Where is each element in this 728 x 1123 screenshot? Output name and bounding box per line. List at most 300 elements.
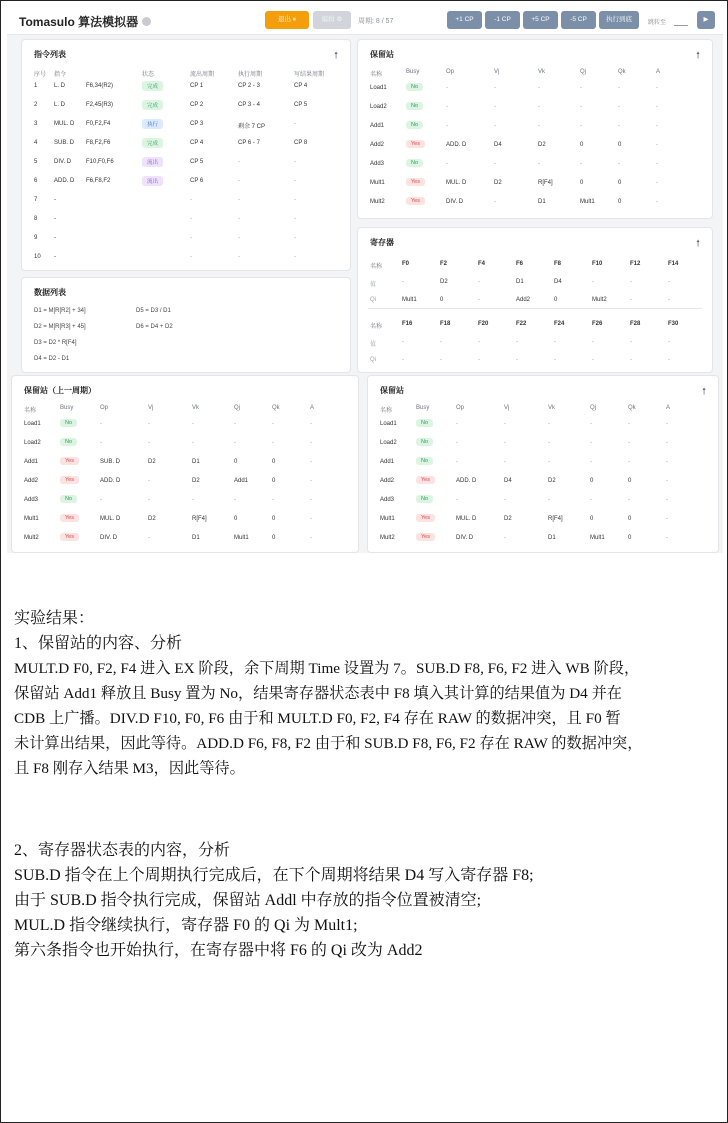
table-cell: - <box>580 123 582 129</box>
table-row <box>358 82 712 96</box>
table-cell: - <box>100 421 102 427</box>
table-cell: D2 <box>548 478 556 484</box>
table-cell: - <box>504 497 506 503</box>
column-header: Busy <box>406 69 420 75</box>
data-item: D3 = D2 * R[F4] <box>34 340 77 346</box>
register-row-qi <box>358 354 712 368</box>
jump-input[interactable] <box>674 25 688 26</box>
table-row <box>358 101 712 115</box>
table-cell: - <box>192 421 194 427</box>
collapse-icon[interactable]: 🠕 <box>696 238 700 248</box>
table-cell: D1 <box>192 535 200 541</box>
table-cell: 3 <box>34 121 38 127</box>
status-badge: 完成 <box>142 81 163 91</box>
table-cell: D2 <box>148 516 156 522</box>
table-cell: CP 5 <box>294 102 308 108</box>
register-row-qi <box>358 294 712 308</box>
column-header: 指令 <box>54 72 67 78</box>
table-cell: 0 <box>234 516 238 522</box>
table-cell: Add1 <box>380 459 395 465</box>
table-cell: D4 <box>504 478 512 484</box>
table-row <box>22 80 350 94</box>
table-cell: - <box>310 459 312 465</box>
table-cell: DIV. D <box>100 535 118 541</box>
column-header: Vk <box>548 405 556 411</box>
table-cell: - <box>234 440 236 446</box>
register-cell: - <box>440 357 442 363</box>
table-cell: ADD. D <box>446 142 467 148</box>
register-cell: F6 <box>516 261 524 267</box>
register-cell: - <box>402 339 404 345</box>
table-cell: 0 <box>580 180 584 186</box>
table-cell: 6 <box>34 178 38 184</box>
table-cell: - <box>294 197 296 203</box>
step-forward-5-button[interactable]: +5 CP <box>523 11 558 29</box>
table-row <box>22 194 350 208</box>
busy-badge: No <box>416 419 433 427</box>
table-cell: Add3 <box>370 161 385 167</box>
table-cell: CP 4 <box>294 83 308 89</box>
table-cell: - <box>590 421 592 427</box>
table-cell: 0 <box>272 478 276 484</box>
busy-badge: No <box>406 159 423 167</box>
column-header: 名称 <box>370 72 383 78</box>
busy-badge: Yes <box>60 476 79 484</box>
column-header: Qk <box>628 405 636 411</box>
table-cell: - <box>494 123 496 129</box>
register-cell: - <box>516 339 518 345</box>
step-back-5-button[interactable]: -5 CP <box>561 11 596 29</box>
table-cell: - <box>656 180 658 186</box>
busy-badge: Yes <box>416 533 435 541</box>
register-cell: F18 <box>440 321 451 327</box>
table-cell: MUL. D <box>100 516 121 522</box>
table-cell: - <box>234 421 236 427</box>
collapse-icon[interactable]: 🠕 <box>334 50 338 60</box>
table-cell: Mult1 <box>370 180 385 186</box>
table-cell: - <box>100 497 102 503</box>
busy-badge: Yes <box>60 514 79 522</box>
table-cell: MUL. D <box>446 180 467 186</box>
register-cell: - <box>554 357 556 363</box>
rs-bottom-right-title: 保留站 <box>380 386 404 395</box>
table-row <box>368 475 718 489</box>
register-cell: F20 <box>478 321 489 327</box>
table-row <box>22 118 350 132</box>
busy-badge: No <box>416 457 433 465</box>
column-header: Qk <box>272 405 280 411</box>
table-cell: - <box>192 497 194 503</box>
table-cell: Add3 <box>24 497 39 503</box>
report-paragraph-line: CDB 上广播。DIV.D F10, F0, F6 由于和 MULT.D F0, F2, F4 存在 RAW 的数据冲突，且 F0 暂 <box>14 710 621 727</box>
table-cell: - <box>456 497 458 503</box>
collapse-icon[interactable]: 🠕 <box>696 50 700 60</box>
table-cell: - <box>656 199 658 205</box>
table-cell: - <box>666 459 668 465</box>
table-cell: - <box>238 197 240 203</box>
table-cell: D4 <box>494 142 502 148</box>
table-cell: - <box>190 197 192 203</box>
column-header: Vj <box>494 69 500 75</box>
table-cell: - <box>538 85 540 91</box>
table-cell: - <box>310 478 312 484</box>
register-panel <box>357 227 713 373</box>
rs-previous-title: 保留站（上一周期） <box>24 386 96 395</box>
register-cell: F8 <box>554 261 562 267</box>
table-cell: 0 <box>618 180 622 186</box>
busy-badge: Yes <box>406 197 425 205</box>
register-cell: - <box>592 357 594 363</box>
report-heading: 实验结果： <box>14 610 95 627</box>
register-title: 寄存器 <box>370 238 394 247</box>
table-cell: - <box>148 478 150 484</box>
table-cell: - <box>548 440 550 446</box>
table-cell: - <box>494 161 496 167</box>
register-row-label: 值 <box>370 282 377 288</box>
table-row <box>358 158 712 172</box>
column-header: A <box>656 69 661 75</box>
table-cell: MUL. D <box>54 121 75 127</box>
jump-label: 跳转至 <box>648 20 667 26</box>
register-divider <box>368 308 702 309</box>
table-cell: - <box>590 440 592 446</box>
table-cell: - <box>590 497 592 503</box>
table-cell: Mult2 <box>370 199 385 205</box>
table-cell: 0 <box>272 516 276 522</box>
table-cell: - <box>294 159 296 165</box>
register-cell: - <box>592 279 594 285</box>
column-header: Qj <box>590 405 596 411</box>
table-row <box>12 475 358 489</box>
data-list-title: 数据列表 <box>34 288 66 297</box>
register-cell: - <box>592 339 594 345</box>
table-cell: Mult2 <box>24 535 39 541</box>
table-cell: - <box>548 497 550 503</box>
edit-button[interactable]: 编辑 ⚙ <box>313 11 351 29</box>
busy-badge: No <box>416 495 433 503</box>
table-cell: R[F4] <box>538 180 553 186</box>
table-cell: CP 6 - 7 <box>238 140 260 146</box>
table-cell: DIV. D <box>456 535 474 541</box>
table-cell: D2 <box>148 459 156 465</box>
busy-badge: Yes <box>60 533 79 541</box>
table-cell: - <box>446 161 448 167</box>
table-cell: L. D <box>54 83 66 89</box>
table-cell: - <box>666 535 668 541</box>
register-row-label: 名称 <box>370 324 383 330</box>
collapse-icon[interactable]: 🠕 <box>702 386 706 396</box>
column-header: 执行周期 <box>238 72 263 78</box>
register-cell: F14 <box>668 261 679 267</box>
column-header: Vj <box>504 405 510 411</box>
table-cell: CP 6 <box>190 178 204 184</box>
table-cell: - <box>192 440 194 446</box>
table-cell: Load1 <box>380 421 397 427</box>
column-header: A <box>666 405 671 411</box>
table-cell: Load2 <box>380 440 397 446</box>
table-row <box>22 137 350 151</box>
register-cell: 0 <box>440 297 444 303</box>
report-paragraph-line: 由于 SUB.D 指令执行完成，保留站 Addl 中存放的指令位置被清空; <box>14 892 482 909</box>
table-cell: 0 <box>590 478 594 484</box>
table-cell: 2 <box>34 102 38 108</box>
table-cell: L. D <box>54 102 66 108</box>
table-cell: - <box>666 440 668 446</box>
column-header: Qj <box>234 405 240 411</box>
column-header: Op <box>446 69 455 75</box>
register-row-label: 名称 <box>370 264 383 270</box>
table-cell: - <box>656 161 658 167</box>
table-cell: 7 <box>34 197 38 203</box>
table-cell: 0 <box>272 535 276 541</box>
table-row <box>22 251 350 265</box>
register-cell: F16 <box>402 321 413 327</box>
step-back-1-button[interactable]: -1 CP <box>485 11 520 29</box>
report-section-title: 2、寄存器状态表的内容，分析 <box>14 842 231 859</box>
table-cell: Add2 <box>380 478 395 484</box>
table-row <box>12 532 358 546</box>
table-cell: - <box>504 535 506 541</box>
busy-badge: No <box>60 495 77 503</box>
table-cell: 1 <box>34 83 38 89</box>
register-cell: - <box>668 339 670 345</box>
data-item: D2 = M[R[R3] + 45] <box>34 324 86 330</box>
table-cell: - <box>148 497 150 503</box>
table-cell: - <box>54 216 56 222</box>
table-cell: DIV. D <box>54 159 72 165</box>
table-row <box>368 494 718 508</box>
column-header: Qk <box>618 69 626 75</box>
data-item: D5 = D3 / D1 <box>136 308 171 314</box>
table-cell: Add1 <box>24 459 39 465</box>
table-cell: - <box>504 459 506 465</box>
table-cell: Mult2 <box>380 535 395 541</box>
status-badge: 完成 <box>142 100 163 110</box>
column-header: Busy <box>60 405 74 411</box>
table-row <box>22 156 350 170</box>
register-cell: F30 <box>668 321 679 327</box>
cycle-indicator: 周期: 8 / 57 <box>358 18 394 25</box>
register-cell: Mult2 <box>592 297 607 303</box>
busy-badge: Yes <box>406 140 425 148</box>
table-cell: - <box>618 161 620 167</box>
table-cell: - <box>504 440 506 446</box>
status-badge: 流出 <box>142 176 163 186</box>
table-cell: - <box>234 497 236 503</box>
register-cell: - <box>630 339 632 345</box>
table-cell: - <box>446 104 448 110</box>
register-cell: 0 <box>554 297 558 303</box>
table-cell: - <box>656 104 658 110</box>
table-cell: Load1 <box>370 85 387 91</box>
table-row <box>12 437 358 451</box>
table-cell: 4 <box>34 140 38 146</box>
report-paragraph-line: SUB.D 指令在上个周期执行完成后，在下个周期将结果 D4 写入寄存器 F8; <box>14 867 534 884</box>
report-section-title: 1、保留站的内容、分析 <box>14 635 183 652</box>
busy-badge: No <box>406 102 423 110</box>
table-cell: CP 1 <box>190 83 204 89</box>
table-cell: ADD. D <box>100 478 121 484</box>
register-row-label: Qi <box>370 297 376 303</box>
table-cell: - <box>310 535 312 541</box>
table-cell: - <box>580 161 582 167</box>
table-cell: - <box>238 216 240 222</box>
table-cell: - <box>548 459 550 465</box>
rs-header-row <box>358 66 712 80</box>
table-cell: - <box>54 235 56 241</box>
data-item: D4 = D2 - D1 <box>34 356 70 362</box>
column-header: Vk <box>538 69 546 75</box>
column-header: 名称 <box>24 408 37 414</box>
table-cell: - <box>148 535 150 541</box>
report-paragraph-line: MULT.D F0, F2, F4 进入 EX 阶段，余下周期 Time 设置为 7。SUB.D F8, F6, F2 进入 WB 阶段， <box>14 660 640 677</box>
app-title-text: Tomasulo 算法模拟器 <box>19 15 139 29</box>
table-cell: Mult1 <box>590 535 605 541</box>
register-row-label: Qi <box>370 357 376 363</box>
table-cell: CP 2 <box>190 102 204 108</box>
column-header: Op <box>100 405 109 411</box>
table-cell: - <box>310 440 312 446</box>
register-cell: - <box>630 297 632 303</box>
instruction-header-row <box>22 66 350 80</box>
table-cell: MUL. D <box>456 516 477 522</box>
report-paragraph-line: 未计算出结果，因此等待。ADD.D F6, F8, F2 由于和 SUB.D F8, F6, F2 存在 RAW 的数据冲突， <box>14 735 643 752</box>
report-paragraph-line: 且 F8 刚存入结果 M3，因此等待。 <box>14 760 245 777</box>
table-cell: - <box>538 104 540 110</box>
table-cell: - <box>628 459 630 465</box>
busy-badge: Yes <box>416 476 435 484</box>
busy-badge: No <box>60 419 77 427</box>
table-cell: 0 <box>590 516 594 522</box>
table-cell: - <box>54 197 56 203</box>
table-cell: - <box>580 85 582 91</box>
column-header: 名称 <box>380 408 393 414</box>
busy-badge: Yes <box>60 457 79 465</box>
table-cell: 0 <box>618 142 622 148</box>
report-paragraph-line: 保留站 Add1 释放且 Busy 置为 No，结果寄存器状态表中 F8 填入其计算的结果值为 D4 并在 <box>14 685 622 702</box>
table-cell: Add2 <box>370 142 385 148</box>
register-cell: - <box>402 357 404 363</box>
table-cell: - <box>618 123 620 129</box>
table-cell: - <box>190 254 192 260</box>
table-row <box>368 513 718 527</box>
table-cell: Load1 <box>24 421 41 427</box>
table-cell: - <box>656 85 658 91</box>
data-list-panel <box>21 277 351 373</box>
table-cell: - <box>666 421 668 427</box>
table-cell: Load2 <box>370 104 387 110</box>
table-cell: - <box>590 459 592 465</box>
status-badge: 流出 <box>142 157 163 167</box>
register-cell: F0 <box>402 261 410 267</box>
register-cell: - <box>402 279 404 285</box>
table-cell: - <box>456 459 458 465</box>
table-cell: F6,F8,F2 <box>86 178 111 184</box>
rs-current-title: 保留站 <box>370 50 394 59</box>
table-row <box>12 513 358 527</box>
register-cell: - <box>630 357 632 363</box>
table-cell: - <box>310 421 312 427</box>
table-cell: 5 <box>34 159 38 165</box>
table-row <box>358 139 712 153</box>
table-cell: 0 <box>628 478 632 484</box>
table-cell: 10 <box>34 254 41 260</box>
table-cell: D2 <box>192 478 200 484</box>
table-cell: CP 2 - 3 <box>238 83 260 89</box>
register-cell: F4 <box>478 261 486 267</box>
data-item: D6 = D4 + D2 <box>136 324 173 330</box>
table-cell: - <box>100 440 102 446</box>
register-cell: - <box>630 279 632 285</box>
play-button[interactable]: ▶ <box>697 11 715 29</box>
table-cell: - <box>628 497 630 503</box>
instruction-panel-title: 指令列表 <box>34 50 66 59</box>
table-row <box>358 120 712 134</box>
register-cell: D1 <box>516 279 524 285</box>
table-row <box>368 437 718 451</box>
register-cell: D2 <box>440 279 448 285</box>
table-cell: CP 3 <box>190 121 204 127</box>
table-cell: - <box>272 421 274 427</box>
table-row <box>368 418 718 432</box>
exit-button[interactable]: 退出 ⏸ <box>265 11 309 29</box>
register-row-names <box>358 258 712 272</box>
table-cell: CP 4 <box>190 140 204 146</box>
table-cell: SUB. D <box>100 459 121 465</box>
info-icon[interactable] <box>142 17 151 26</box>
register-cell: Mult1 <box>402 297 417 303</box>
table-cell: Add1 <box>370 123 385 129</box>
busy-badge: No <box>416 438 433 446</box>
busy-badge: Yes <box>406 178 425 186</box>
rs-header-row <box>12 402 358 416</box>
table-cell: CP 5 <box>190 159 204 165</box>
table-cell: Mult1 <box>24 516 39 522</box>
register-cell: - <box>478 357 480 363</box>
app-title <box>19 13 151 30</box>
table-cell: - <box>456 440 458 446</box>
register-cell: - <box>668 297 670 303</box>
table-cell: - <box>666 516 668 522</box>
register-cell: F10 <box>592 261 603 267</box>
table-cell: - <box>538 161 540 167</box>
table-cell: - <box>548 421 550 427</box>
table-cell: - <box>538 123 540 129</box>
table-row <box>22 232 350 246</box>
register-cell: - <box>668 279 670 285</box>
table-cell: - <box>190 235 192 241</box>
register-row-names <box>358 318 712 332</box>
table-row <box>22 99 350 113</box>
table-cell: 8 <box>34 216 38 222</box>
register-cell: - <box>554 339 556 345</box>
table-row <box>368 456 718 470</box>
step-forward-1-button[interactable]: +1 CP <box>447 11 482 29</box>
rs-current-panel <box>357 39 713 219</box>
rs-previous-panel <box>11 375 359 553</box>
run-to-end-button[interactable]: 执行到底 <box>599 11 639 29</box>
table-cell: ADD. D <box>54 178 75 184</box>
busy-badge: No <box>406 83 423 91</box>
table-cell: - <box>618 85 620 91</box>
table-row <box>22 175 350 189</box>
table-cell: F10,F0,F6 <box>86 159 114 165</box>
table-cell: CP 3 - 4 <box>238 102 260 108</box>
column-header: Qj <box>580 69 586 75</box>
report-paragraph-line: MUL.D 指令继续执行，寄存器 F0 的 Qi 为 Mult1; <box>14 917 358 934</box>
status-badge: 完成 <box>142 138 163 148</box>
table-cell: - <box>238 159 240 165</box>
